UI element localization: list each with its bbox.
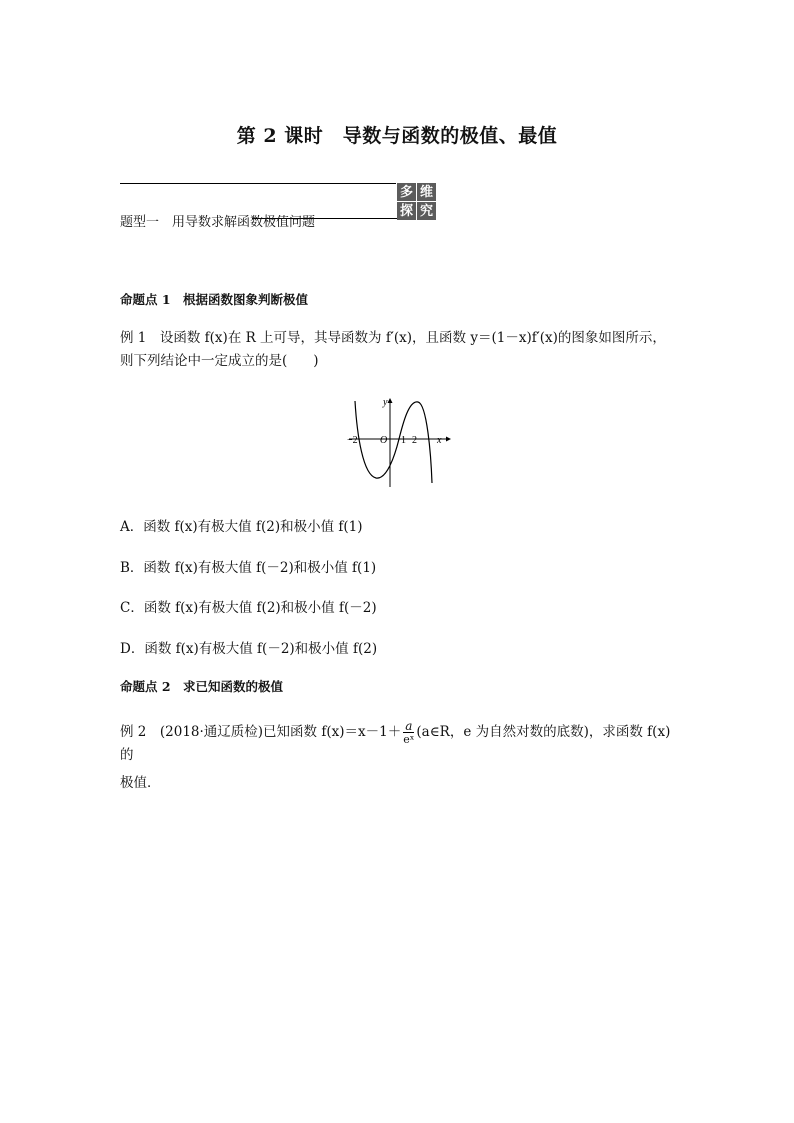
y-label: y xyxy=(383,397,388,408)
option-c: C．函数 f(x)有极大值 f(2)和极小值 f(－2) xyxy=(120,600,377,616)
example-1-line-1: 例 1 设函数 f(x)在 R 上可导，其导函数为 f′(x)，且函数 y＝(1－x)f′(x)的图象如图所示， xyxy=(120,330,666,346)
page-title: 第 2 课时 导数与函数的极值、最值 xyxy=(236,125,558,147)
example-2-line-2: 极值． xyxy=(120,775,161,791)
tick-1: 1 xyxy=(401,435,406,446)
section-heading: 题型一 用导数求解函数极值问题 xyxy=(120,215,316,230)
section-badge xyxy=(397,183,436,220)
example-2-line-1 xyxy=(120,720,680,765)
badge-char-2: 维 xyxy=(417,183,436,201)
origin-label: O xyxy=(380,435,388,446)
point-2-heading: 命题点 2 求已知函数的极值 xyxy=(120,679,284,694)
option-b: B．函数 f(x)有极大值 f(－2)和极小值 f(1) xyxy=(120,560,377,576)
fraction-numerator: a xyxy=(403,720,414,733)
tick-neg2: −2 xyxy=(347,435,358,446)
y-axis-arrow xyxy=(388,398,393,403)
function-graph xyxy=(343,395,453,490)
badge-char-4: 究 xyxy=(417,202,436,220)
point-1-heading: 命题点 1 根据函数图象判断极值 xyxy=(120,292,309,307)
x-label: x xyxy=(437,435,442,446)
badge-char-1: 多 xyxy=(397,183,416,201)
example-1-line-2 xyxy=(120,350,680,373)
option-d: D．函数 f(x)有极大值 f(－2)和极小值 f(2) xyxy=(120,641,378,657)
example-2-post: (a∈R，e 为自然对数的底数)，求函数 f(x)的 xyxy=(120,724,671,763)
option-a: A．函数 f(x)有极大值 f(2)和极小值 f(1) xyxy=(120,519,363,535)
example-2-pre: 例 2 (2018·通辽质检)已知函数 f(x)＝x－1＋ xyxy=(120,724,402,740)
x-axis-arrow xyxy=(446,437,451,442)
header-rule xyxy=(120,183,396,184)
badge-char-3: 探 xyxy=(397,202,416,220)
example-1 xyxy=(120,327,680,373)
tick-2: 2 xyxy=(412,435,417,446)
example-2 xyxy=(120,720,680,793)
curve xyxy=(355,401,432,483)
fraction-denominator: eˣ xyxy=(403,733,415,746)
example-2-fraction xyxy=(403,720,414,745)
example-1-line-2a: 则下列结论中一定成立的是( xyxy=(120,353,288,369)
example-1-line-2b: ) xyxy=(313,353,319,369)
